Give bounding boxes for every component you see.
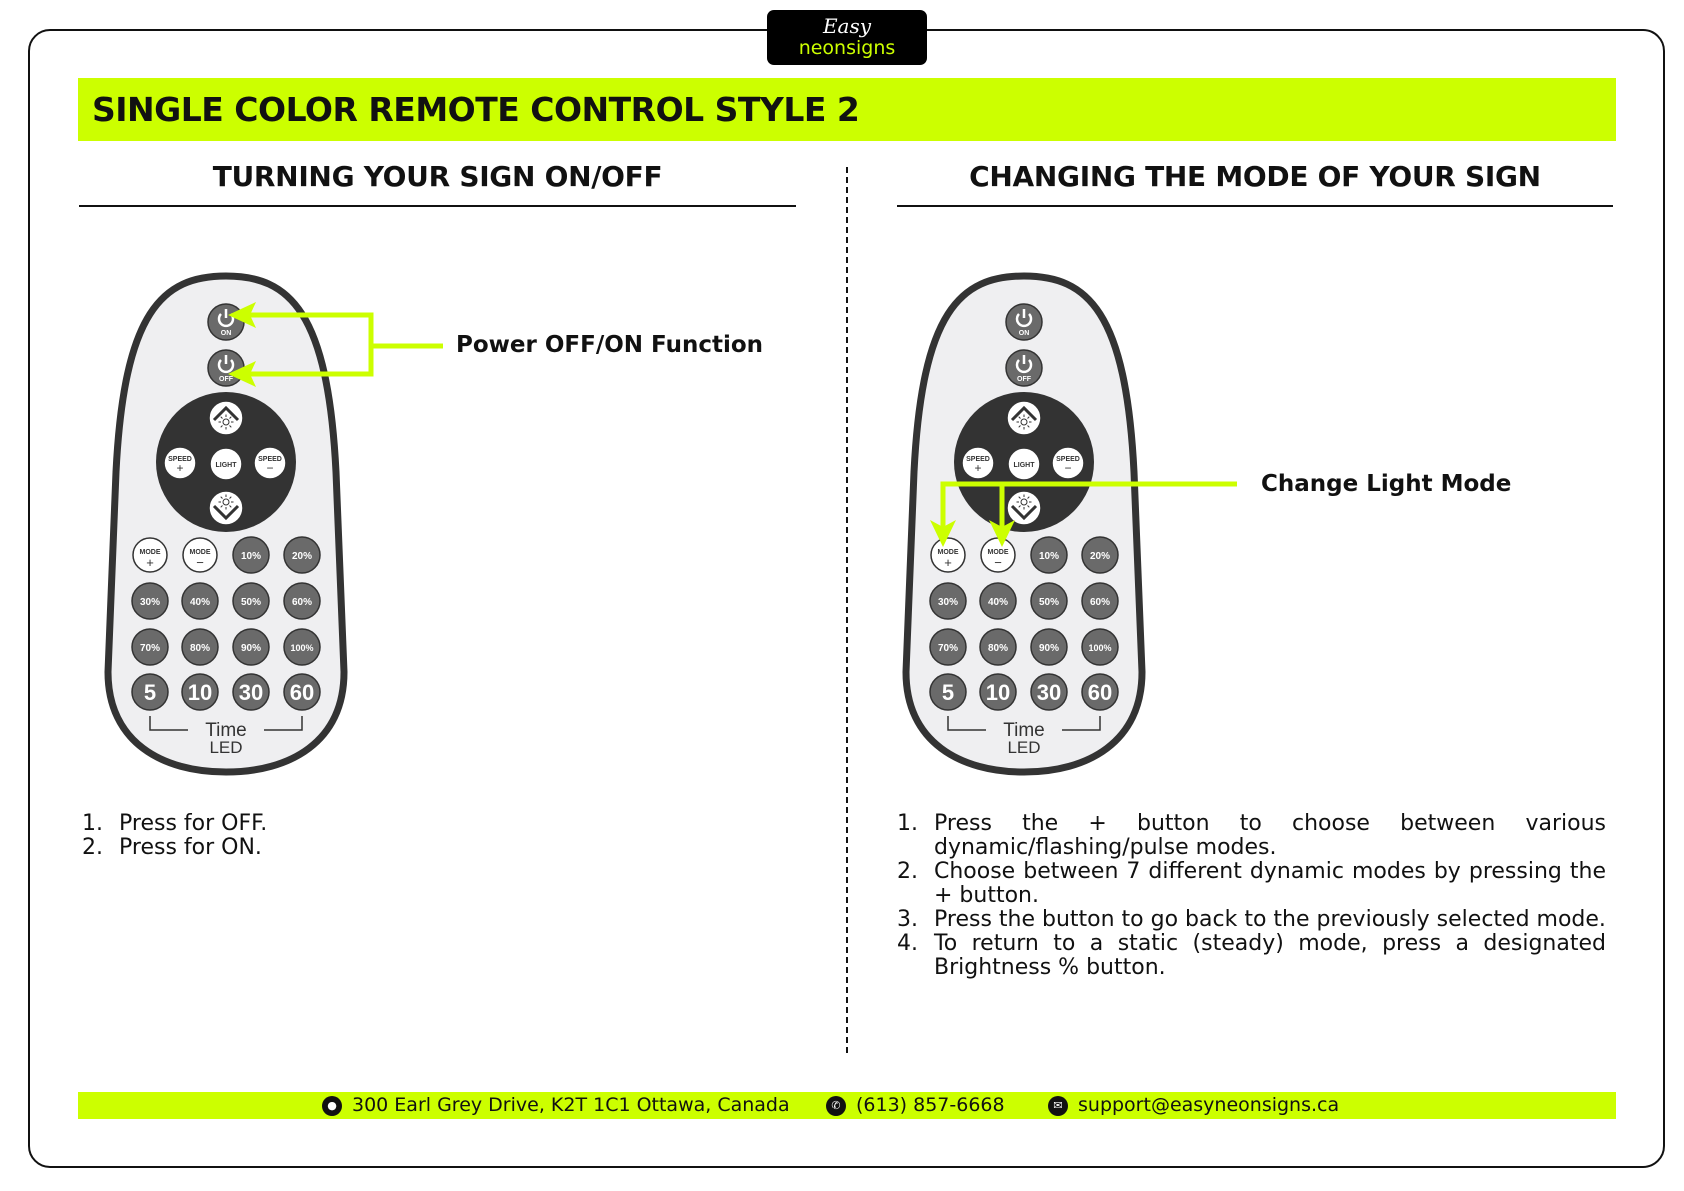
- brightness-label: 50%: [1038, 597, 1060, 608]
- brightness-label: 60%: [1089, 597, 1111, 608]
- plus-label: +: [974, 461, 982, 475]
- power-callout: Power OFF/ON Function: [456, 332, 764, 358]
- step-number: 4.: [897, 931, 918, 956]
- minus-label: −: [1064, 461, 1072, 475]
- off-label: OFF: [219, 376, 233, 383]
- footer-email[interactable]: [1048, 1093, 1339, 1118]
- timer-label: 10: [187, 680, 213, 705]
- brightness-label: 40%: [189, 597, 211, 608]
- footer-phone[interactable]: [826, 1093, 1005, 1118]
- list-item: [82, 836, 682, 860]
- section-heading-on-off: TURNING YOUR SIGN ON/OFF: [79, 160, 796, 207]
- plus-label: +: [944, 555, 952, 570]
- brightness-label: 80%: [189, 643, 211, 654]
- list-item: [82, 812, 682, 836]
- speed-label: SPEED: [966, 456, 990, 463]
- mode-label: MODE: [937, 549, 959, 556]
- timer-label: 30: [1036, 680, 1062, 705]
- timer-label: 5: [941, 680, 955, 705]
- list-item: [897, 932, 1606, 980]
- power-arrows: [240, 315, 443, 374]
- light-label: LIGHT: [1013, 462, 1035, 469]
- brightness-label: 100%: [1088, 643, 1112, 653]
- brightness-label: 100%: [290, 643, 314, 653]
- section-heading-mode: CHANGING THE MODE OF YOUR SIGN: [897, 160, 1613, 207]
- brightness-label: 30%: [937, 597, 959, 608]
- time-label: Time: [205, 720, 247, 741]
- speed-label: SPEED: [1056, 456, 1080, 463]
- timer-label: 5: [143, 680, 157, 705]
- mode-steps: [897, 812, 1606, 980]
- phone-text[interactable]: (613) 857-6668: [856, 1094, 1005, 1116]
- brightness-label: 90%: [1038, 643, 1060, 654]
- phone-icon: ✆: [826, 1096, 846, 1116]
- email-text[interactable]: support@easyneonsigns.ca: [1078, 1094, 1340, 1116]
- led-label: LED: [209, 738, 243, 757]
- minus-label: −: [196, 555, 204, 570]
- brightness-label: 80%: [987, 643, 1009, 654]
- off-label: OFF: [1017, 376, 1031, 383]
- on-label: ON: [220, 330, 232, 337]
- step-text: Press the + button to choose between various dynamic/flashing/pulse modes.: [934, 811, 1606, 860]
- mode-label: MODE: [139, 549, 161, 556]
- location-pin-icon: ●: [322, 1096, 342, 1116]
- speed-label: SPEED: [258, 456, 282, 463]
- step-number: 2.: [897, 859, 918, 884]
- plus-label: +: [176, 461, 184, 475]
- plus-label: +: [146, 555, 154, 570]
- mode-arrows: [943, 484, 1237, 535]
- step-number: 1.: [82, 811, 103, 836]
- brightness-label: 20%: [291, 551, 313, 562]
- timer-label: 60: [289, 680, 315, 705]
- brightness-label: 60%: [291, 597, 313, 608]
- step-number: 1.: [897, 811, 918, 836]
- timer-label: 60: [1087, 680, 1113, 705]
- step-text: Press for OFF.: [119, 811, 268, 836]
- list-item: [897, 812, 1606, 860]
- timer-label: 10: [985, 680, 1011, 705]
- brightness-label: 70%: [937, 643, 959, 654]
- brightness-label: 90%: [240, 643, 262, 654]
- envelope-icon: ✉: [1048, 1096, 1068, 1116]
- step-number: 3.: [897, 907, 918, 932]
- led-label: LED: [1007, 738, 1041, 757]
- on-label: ON: [1018, 330, 1030, 337]
- address-text: 300 Earl Grey Drive, K2T 1C1 Ottawa, Canada: [352, 1094, 790, 1116]
- step-number: 2.: [82, 835, 103, 860]
- brightness-label: 40%: [987, 597, 1009, 608]
- minus-label: −: [994, 555, 1002, 570]
- brightness-label: 10%: [240, 551, 262, 562]
- minus-label: −: [266, 461, 274, 475]
- step-text: To return to a static (steady) mode, press a designated Brightness % button.: [934, 931, 1606, 980]
- page-title: SINGLE COLOR REMOTE CONTROL STYLE 2: [92, 90, 860, 129]
- timer-label: 30: [238, 680, 264, 705]
- step-text: Press the button to go back to the previously selected mode.: [934, 907, 1606, 932]
- mode-label: MODE: [189, 549, 211, 556]
- mode-callout: Change Light Mode: [1261, 471, 1512, 497]
- footer-address: [322, 1093, 790, 1118]
- brightness-label: 10%: [1038, 551, 1060, 562]
- mode-label: MODE: [987, 549, 1009, 556]
- brightness-label: 30%: [139, 597, 161, 608]
- on-off-steps: [82, 812, 682, 860]
- brightness-label: 70%: [139, 643, 161, 654]
- light-label: LIGHT: [215, 462, 237, 469]
- footer-bar: [78, 1092, 1616, 1119]
- brightness-label: 20%: [1089, 551, 1111, 562]
- list-item: [897, 860, 1606, 908]
- logo-line2: neonsigns: [798, 37, 896, 59]
- step-text: Choose between 7 different dynamic modes by pressing the + button.: [934, 859, 1606, 908]
- time-label: Time: [1003, 720, 1045, 741]
- speed-label: SPEED: [168, 456, 192, 463]
- logo-line1: Easy: [822, 14, 872, 38]
- step-text: Press for ON.: [119, 835, 262, 860]
- brightness-label: 50%: [240, 597, 262, 608]
- list-item: [897, 908, 1606, 932]
